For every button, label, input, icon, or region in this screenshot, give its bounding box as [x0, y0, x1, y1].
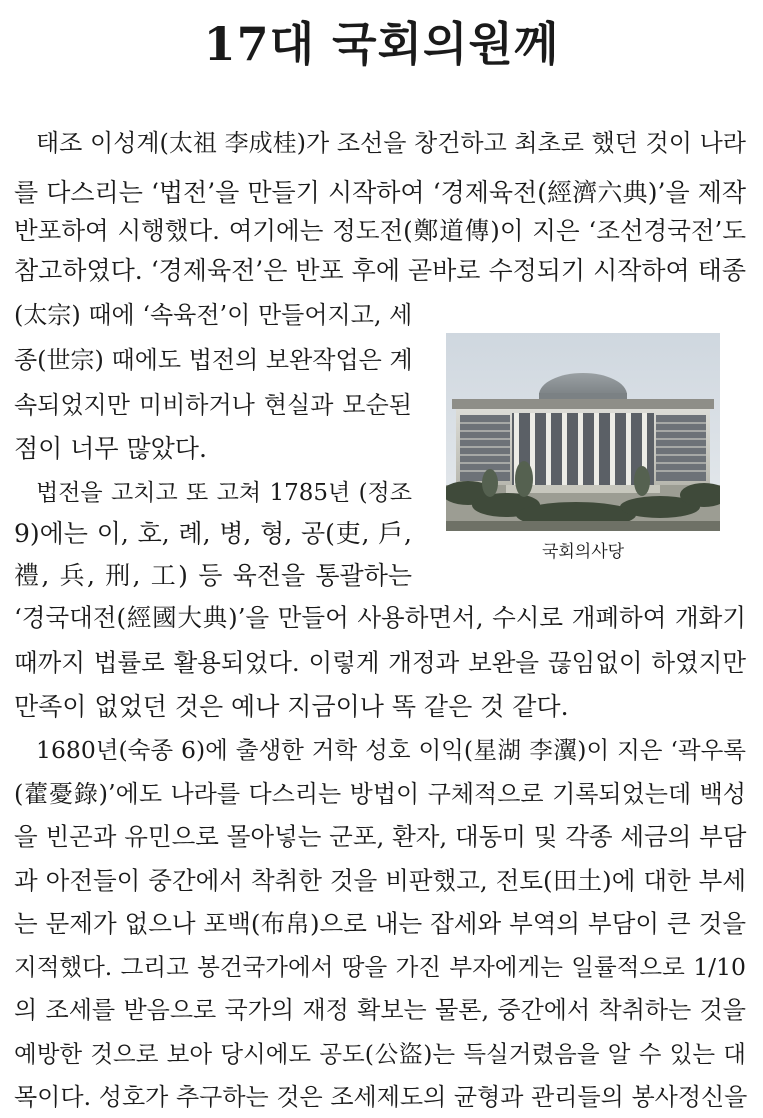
page-title: 17대 국회의원께 [203, 17, 560, 71]
text-line: 목이다. 성호가 추구하는 것은 조세제도의 균형과 관리들의 봉사정신을 [14, 1083, 748, 1111]
text-line: ‘경국대전(經國大典)’을 만들어 사용하면서, 수시로 개폐하여 개화기 [14, 603, 746, 632]
national-assembly-photo [446, 333, 720, 531]
text-line: 태조 이성계(太祖 李成桂)가 조선을 창건하고 최초로 했던 것이 나라 [36, 129, 746, 157]
text-line: 는 문제가 없으나 포백(布帛)으로 내는 잡세와 부역의 부담이 큰 것을 [14, 909, 746, 938]
text-line: 과 아전들이 중간에서 착취한 것을 비판했고, 전토(田土)에 대한 부세 [14, 866, 746, 895]
text-line: (太宗) 때에 ‘속육전’이 만들어지고, 세 [14, 301, 413, 329]
text-line: 예방한 것으로 보아 당시에도 공도(公盜)는 득실거렸음을 알 수 있는 대 [14, 1040, 746, 1068]
text-line: 지적했다. 그리고 봉건국가에서 땅을 가진 부자에게는 일률적으로 1/10 [14, 953, 746, 981]
text-line: 9)에는 이, 호, 례, 병, 형, 공(吏, 戶, [14, 519, 412, 548]
text-line: 점이 너무 많았다. [14, 434, 207, 463]
text-line: 때까지 법률로 활용되었다. 이렇게 개정과 보완을 끊임없이 하였지만 [14, 648, 746, 677]
text-line: 만족이 없었던 것은 예나 지금이나 똑 같은 것 같다. [14, 692, 569, 721]
figure-caption: 국회의사당 [541, 542, 625, 562]
text-line: 법전을 고치고 또 고쳐 1785년 (정조 [36, 480, 412, 506]
text-line: 를 다스리는 ‘법전’을 만들기 시작하여 ‘경제육전(經濟六典)’을 제작 [14, 178, 746, 207]
text-line: 참고하였다. ‘경제육전’은 반포 후에 곧바로 수정되기 시작하여 태종 [14, 256, 746, 285]
text-line: 1680년(숙종 6)에 출생한 거학 성호 이익(星湖 李瀷)이 지은 ‘곽우록 [36, 736, 746, 764]
text-line: (藿憂錄)’에도 나라를 다스리는 방법이 구체적으로 기록되었는데 백성 [14, 780, 746, 808]
text-line: 禮, 兵, 刑, 工) 등 육전을 통괄하는 [14, 561, 412, 590]
text-line: 종(世宗) 때에도 법전의 보완작업은 계 [14, 346, 413, 374]
text-line: 속되었지만 미비하거나 현실과 모순된 [14, 391, 412, 419]
text-line: 반포하여 시행했다. 여기에는 정도전(鄭道傳)이 지은 ‘조선경국전’도 [14, 216, 746, 245]
text-line: 을 빈곤과 유민으로 몰아넣는 군포, 환자, 대동미 및 각종 세금의 부담 [14, 822, 747, 851]
text-line: 의 조세를 받음으로 국가의 재정 확보는 물론, 중간에서 착취하는 것을 [14, 996, 746, 1024]
